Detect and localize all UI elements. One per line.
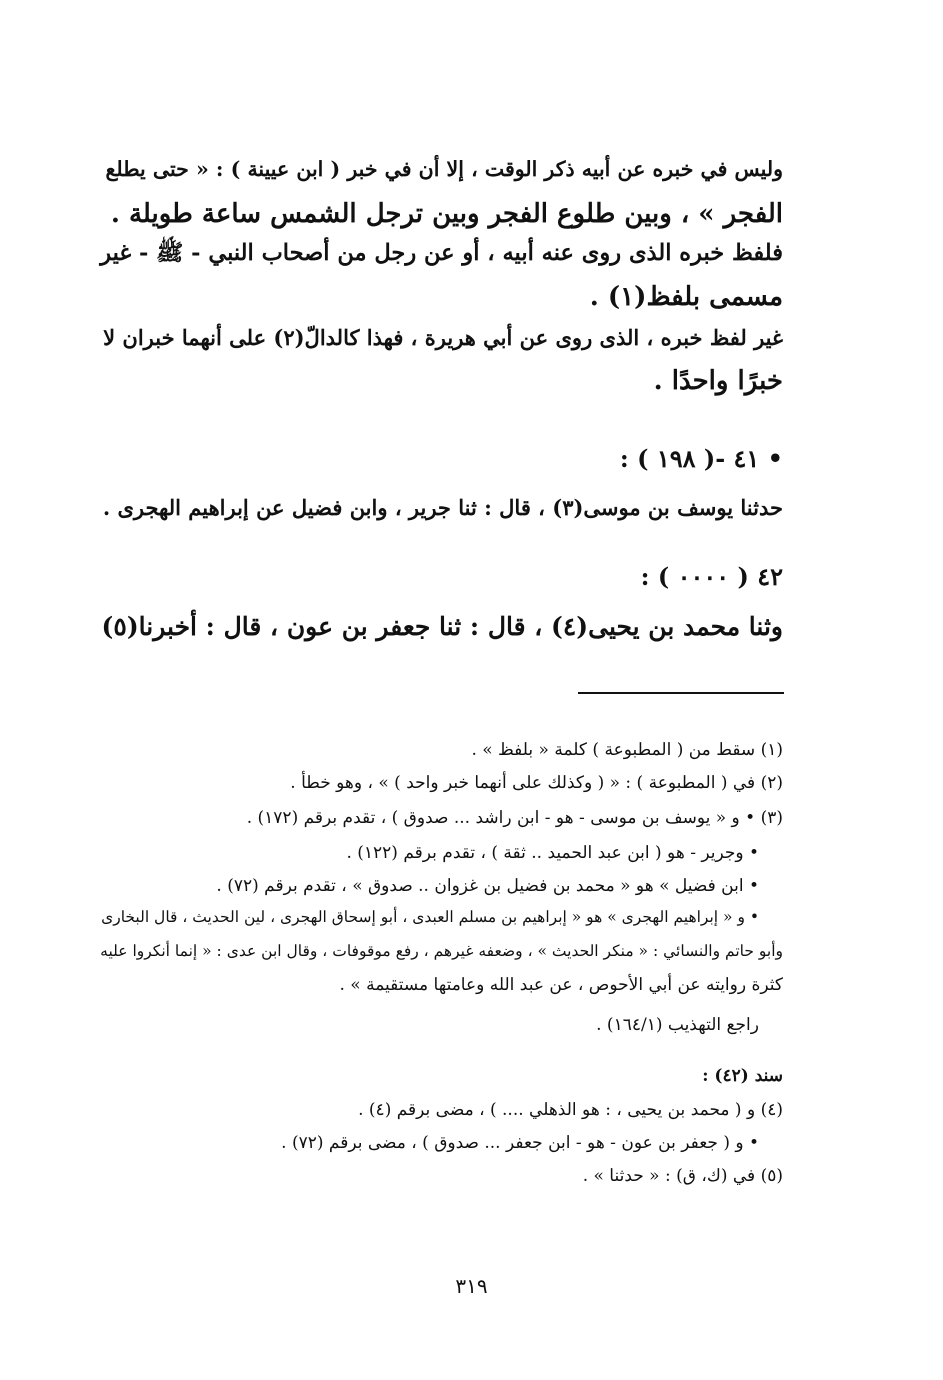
footnote-line: • و ( جعفر بن عون - هو - ابن جعفر ... صدوق ) ، مضى برقم (٧٢) .: [281, 1133, 759, 1153]
hadith-42-text: وثنا محمد بن يحيى(٤) ، قال : ثنا جعفر بن عون ، قال : أخبرنا(٥): [101, 612, 783, 641]
body-line-6: خبرًا واحدًا .: [653, 366, 783, 396]
body-line-5: غير لفظ خبره ، الذى روى عن أبي هريرة ، فهذا كالدالّ(٢) على أنهما خبران لا: [103, 325, 783, 350]
footnote-line: وأبو حاتم والنسائي : « منكر الحديث » ، وضعفه غيرهم ، رفع موقوفات ، وقال ابن عدى : « إنما أنكروا عليه: [100, 942, 783, 960]
footnote-line: (٢) في ( المطبوعة ) : « ( وكذلك على أنهما خبر واحد ) » ، وهو خطأ .: [290, 773, 783, 793]
footnote-divider: [578, 692, 784, 694]
hadith-41-text: حدثنا يوسف بن موسى(٣) ، قال : ثنا جرير ، وابن فضيل عن إبراهيم الهجرى .: [102, 495, 783, 520]
hadith-41-heading: [620, 444, 783, 473]
hadith-42-heading: ٤٢ ( ٠٠٠٠ ) :: [640, 562, 783, 591]
footnote-line: (٣) • و « يوسف بن موسى - هو - ابن راشد ... صدوق ) ، تقدم برقم (١٧٢) .: [246, 808, 783, 828]
footnote-line: • وجرير - هو ( ابن عبد الحميد .. ثقة ) ، تقدم برقم (١٢٢) .: [346, 843, 759, 863]
footnote-line: (٥) في (ك، ق) : « حدثنا » .: [582, 1166, 783, 1186]
body-line-3: فلفظ خبره الذى روى عنه أبيه ، أو عن رجل من أصحاب النبي - ﷺ - غير: [100, 240, 783, 266]
page-number: ٣١٩: [455, 1274, 488, 1298]
body-line-2: الفجر » ، وبين طلوع الفجر وبين ترجل الشمس ساعة طويلة .: [110, 199, 783, 229]
footnote-line: راجع التهذيب (١٦٤/١) .: [596, 1015, 759, 1035]
footnote-section-heading: سند (٤٢) :: [702, 1066, 783, 1086]
footnote-line: • و « إبراهيم الهجرى » هو « إبراهيم بن مسلم العبدى ، أبو إسحاق الهجرى ، لين الحديث ، قال البخارى: [101, 908, 759, 926]
footnote-line: (٤) و ( محمد بن يحيى ، : هو الذهلي .... ) ، مضى برقم (٤) .: [358, 1100, 783, 1120]
footnote-line: كثرة روايته عن أبي الأحوص ، عن عبد الله وعامتها مستقيمة » .: [339, 975, 783, 995]
body-line-1: وليس في خبره عن أبيه ذكر الوقت ، إلا أن في خبر ( ابن عيينة ) : « حتى يطلع: [105, 157, 783, 181]
hadith-41-marker: •: [767, 444, 783, 473]
hadith-41-number: ٤١ -( ١٩٨ ) :: [619, 444, 760, 473]
footnote-line: (١) سقط من ( المطبوعة ) كلمة « بلفظ » .: [471, 740, 783, 760]
body-line-4: مسمى بلفظ(١) .: [589, 282, 783, 312]
footnote-line: • ابن فضيل » هو « محمد بن فضيل بن غزوان .. صدوق » ، تقدم برقم (٧٢) .: [216, 876, 759, 896]
